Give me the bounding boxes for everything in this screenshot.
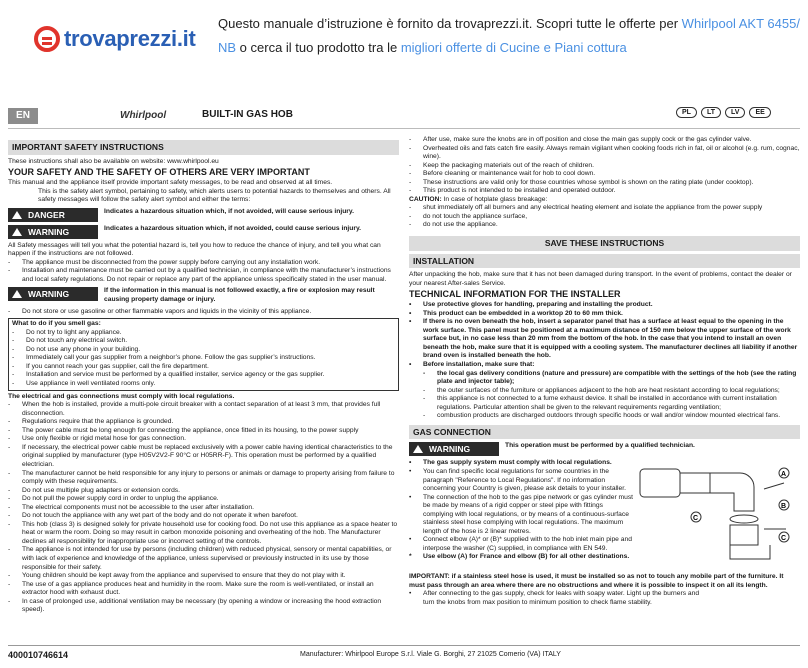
intro-text: These instructions shall also be available on website: www.whirlpool.eu xyxy=(8,157,219,165)
warning-text: Indicates a hazardous situation which, if not avoided, could cause serious injury. xyxy=(104,224,362,232)
document-code: 400010746614 xyxy=(8,650,69,660)
lang-code: LT xyxy=(701,107,721,118)
list-item: • Use protective gloves for handling, preparing and installing the product. xyxy=(409,301,800,310)
list-item: - If you cannot reach your gas supplier, call the fire department. xyxy=(12,363,395,372)
caution-label: CAUTION: xyxy=(409,195,442,203)
elbow-diagram xyxy=(634,459,800,573)
banner-line-1 xyxy=(218,16,800,31)
language-codes xyxy=(676,107,771,118)
paragraph: This manual and the appliance itself provide important safety messages, to be read and observed at all times. xyxy=(8,179,333,187)
paragraph: This is the safety alert symbol, pertaining to safety, which alerts users to potential hazards to themselves and others. All safety messages will follow the safety alert symbol and either the terms: xyxy=(38,187,391,204)
paragraph: After unpacking the hob, make sure that it has not been damaged during transport. In the event of problems, contact the dealer or your nearest After-sales Service. xyxy=(409,271,792,287)
list-item: - Do not try to light any appliance. xyxy=(12,329,395,338)
list-item: - Use only flexible or rigid metal hose for gas connection. xyxy=(8,435,399,444)
product-link-cont[interactable]: NB xyxy=(218,40,237,55)
header-divider xyxy=(8,128,800,129)
washer-c xyxy=(730,515,758,523)
list-item: - Regulations require that the appliance is grounded. xyxy=(8,418,399,427)
warning-triangle-icon xyxy=(413,445,423,453)
list-item: - If necessary, the electrical power cable must be replaced exclusively with a power cable having identical characteristics to the original supplied by manufacturer (type H05V2V2-F 90°C or H05RR-F). This operation must be performed by a qualified electrician. xyxy=(8,444,399,470)
paragraph: All Safety messages will tell you what the potential hazard is, tell you how to reduce the chance of injury, and tell you what can happen if the instructions are not followed. xyxy=(8,241,381,258)
whirlpool-logo: Whirlpool xyxy=(120,110,167,121)
list-item: - do not touch the appliance surface, xyxy=(409,213,800,222)
list-item: - The appliance is not intended for use by persons (including children) with reduced physical, sensory or mental capabilities, or with lack of experience and knowledge of the appliance, unless supervised or previously instructed in its use by those responsible for their safety. xyxy=(8,546,399,572)
fig-label: A xyxy=(781,471,787,479)
warning-text: If the information in this manual is not followed exactly, a fire or explosion may result causing property damage or injury. xyxy=(104,287,375,304)
gas-text xyxy=(409,459,634,573)
list-item: - Immediately call your gas supplier from a neighbor’s phone. Follow the gas supplier’s instructions. xyxy=(12,354,395,363)
list-item: - Before cleaning or maintenance wait for hob to cool down. xyxy=(409,170,800,179)
warning-triangle-icon xyxy=(12,228,22,236)
save-instructions-bar: SAVE THESE INSTRUCTIONS xyxy=(409,236,800,251)
warning-label: WARNING xyxy=(409,442,499,456)
gas-warning-alert xyxy=(409,442,800,456)
warning-label: WARNING xyxy=(8,225,98,239)
elbow-a-thread xyxy=(680,473,710,493)
list-item: - Do not touch any electrical switch. xyxy=(12,337,395,346)
list-item: - The appliance must be disconnected from the power supply before carrying out any installation work. xyxy=(8,259,399,268)
sub-item: - this appliance is not connected to a fume exhaust device. It shall be installed in accordance with current installation regulations. Particular attention shall be given to the relevant requirements regarding ventilation; xyxy=(423,395,800,412)
warning-text: This operation must be performed by a qualified technician. xyxy=(505,442,695,450)
list-item: - In case of prolonged use, additional ventilation may be necessary (by opening a window or increasing the hood extraction speed). xyxy=(8,598,399,615)
trovaprezzi-logo[interactable] xyxy=(34,26,196,52)
caution-line xyxy=(409,196,800,205)
list-item: - When the hob is installed, provide a multi-pole circuit breaker with a contact separation of at least 3 mm, that provides full disconnection. xyxy=(8,401,399,418)
list-item: - The manufacturer cannot be held responsible for any injury to persons or animals or damage to property arising from failure to comply with these requirements. xyxy=(8,470,399,487)
list-item: - The electrical components must not be accessible to the user after installation. xyxy=(8,504,399,513)
warning-label: WARNING xyxy=(8,287,98,301)
installation-bar: INSTALLATION xyxy=(409,254,800,269)
list-item: - This product is not intended to be installed and operated outdoor. xyxy=(409,187,800,196)
right-column xyxy=(409,136,800,607)
elbow-a-bend xyxy=(710,473,754,511)
list-item: - do not use the appliance. xyxy=(409,221,800,230)
smell-gas-box xyxy=(8,318,399,390)
list-item: - Installation and maintenance must be carried out by a qualified technician, in compliance with the manufacturer’s instructions and local safety regulations. Do not repair or replace any part of the appliance unless specifically stated in the user manual. xyxy=(8,267,399,284)
warning-alert-2 xyxy=(8,287,399,304)
banner-text-a: Questo manuale d’istruzione è fornito da trovaprezzi.it. Scopri tutte le offerte per xyxy=(218,16,682,31)
lang-code: PL xyxy=(676,107,697,118)
warning-triangle-icon xyxy=(12,211,22,219)
banner-text-b: o cerca il tuo prodotto tra le xyxy=(236,40,401,55)
list-item: • Connect elbow (A)* or (B)* supplied with to the hob inlet main pipe and interpose the washer (C) supplied, in compliance with EN 549. xyxy=(409,536,634,553)
caution-text: In case of hotplate glass breakage: xyxy=(441,195,548,203)
list-item: • If there is no oven beneath the hob, insert a separator panel that has a surface at least equal to the opening in the work surface. This panel must be positioned at a maximum distance of 150 mm below the upper surface of the work surface but, in no case less than 20 mm from the bottom of the hob. In the case that you intend to install an oven beneath the hob, make sure that it is equipped with a cooling system. The manufacturer declines all liability if another brand oven is installed beneath the hob. xyxy=(409,318,800,361)
list-item: • The connection of the hob to the gas pipe network or gas cylinder must be made by means of a rigid copper or steel pipe with fittings complying with local regulations, or by means of a continuous-surface stainless steel hose complying with local regulations. The maximum length of the hose is 2 linear metres. xyxy=(409,494,634,537)
list-item: - This hob (class 3) is designed solely for private household use for cooking food. Do not use this appliance as a space heater to heat or warm the room. Doing so may result in carbon monoxide poisoning and overheating of the hob. The Manufacturer declines all responsibility for inappropriate use or incorrect setting of the controls. xyxy=(8,521,399,547)
list-item: - Do not use any phone in your building. xyxy=(12,346,395,355)
list-item: • You can find specific local regulations for some countries in the paragraph "Reference to Local Regulations". If no information concerning your Country is given, please ask details to your installer. xyxy=(409,468,634,494)
list-item: - The power cable must be long enough for connecting the appliance, once fitted in its housing, to the power supply xyxy=(8,427,399,436)
logo-text: trovaprezzi.it xyxy=(64,26,196,51)
list-item: - Do not touch the appliance with any wet part of the body and do not operate it when barefoot. xyxy=(8,512,399,521)
list-item: • Before installation, make sure that: xyxy=(409,361,800,370)
tech-heading: TECHNICAL INFORMATION FOR THE INSTALLER xyxy=(409,289,621,300)
list-item: • After connecting to the gas supply, check for leaks with soapy water. Light up the burners and turn the knobs from max position to minimum position to check flame stability. xyxy=(409,590,709,607)
manufacturer-info: Manufacturer: Whirlpool Europe S.r.l. Viale G. Borghi, 27 21025 Comerio (VA) ITALY xyxy=(300,651,561,658)
footer-divider xyxy=(8,645,800,646)
elbow-b-bend xyxy=(730,545,770,559)
fig-label: C xyxy=(693,515,699,523)
list-item: - Do not pull the power supply cord in order to unplug the appliance. xyxy=(8,495,399,504)
lang-code: EE xyxy=(749,107,770,118)
euro-icon xyxy=(34,26,60,52)
document-title: BUILT-IN GAS HOB xyxy=(202,109,293,120)
gas-connection-bar: GAS CONNECTION xyxy=(409,425,800,440)
elbow-b-body xyxy=(730,525,758,545)
product-link[interactable]: Whirlpool AKT 6455/ xyxy=(681,16,800,31)
list-item: - Use appliance in well ventilated rooms only. xyxy=(12,380,395,389)
elbow-diagram-svg xyxy=(634,459,800,569)
top-banner xyxy=(0,0,808,98)
banner-line-2 xyxy=(218,40,627,55)
danger-label: DANGER xyxy=(8,208,98,222)
warning-alert xyxy=(8,225,399,239)
warning-triangle-icon xyxy=(12,290,22,298)
gas-section xyxy=(409,459,800,573)
list-item: - Do not store or use gasoline or other flammable vapors and liquids in the vicinity of this appliance. xyxy=(8,308,399,317)
list-item: - The use of a gas appliance produces heat and humidity in the room. Make sure the room is well-ventilated, or install an extractor hood with exhaust duct. xyxy=(8,581,399,598)
fig-label: C xyxy=(781,535,787,543)
elbow-a-pipe xyxy=(640,469,680,497)
important-note: IMPORTANT: if a stainless steel hose is used, it must be installed so as not to touch any mobile part of the furniture. It must pass through an area where there are no obstructions and where it is possible to inspect it on all its length. xyxy=(409,572,784,589)
list-item: - Overheated oils and fats catch fire easily. Always remain vigilant when cooking foods rich in fat, oil or alcohol (e.g. rum, cognac, wine). xyxy=(409,145,800,162)
list-item: - Do not use multiple plug adapters or extension cords. xyxy=(8,487,399,496)
safety-heading: YOUR SAFETY AND THE SAFETY OF OTHERS ARE VERY IMPORTANT xyxy=(8,167,310,178)
sub-item: - combustion products are discharged outdoors through specific hoods or wall and/or window mounted electrical fans. xyxy=(423,412,800,421)
offers-link[interactable]: migliori offerte di Cucine e Piani cottura xyxy=(400,40,627,55)
fig-label: B xyxy=(781,503,787,511)
danger-text: Indicates a hazardous situation which, if not avoided, will cause serious injury. xyxy=(104,207,354,215)
sub-item: - the outer surfaces of the furniture or appliances adjacent to the hob are heat resistant according to local regulations; xyxy=(423,387,800,396)
list-item: • The gas supply system must comply with local regulations. xyxy=(409,459,634,468)
section-title: IMPORTANT SAFETY INSTRUCTIONS xyxy=(8,140,399,155)
list-item: - Keep the packaging materials out of the reach of children. xyxy=(409,162,800,171)
list-item: - Young children should be kept away from the appliance and supervised to ensure that they do not play with it. xyxy=(8,572,399,581)
list-item: • This product can be embedded in a worktop 20 to 60 mm thick. xyxy=(409,310,800,319)
list-item: - After use, make sure the knobs are in off position and close the main gas supply cock or the gas cylinder valve. xyxy=(409,136,800,145)
list-item: * Use elbow (A) for France and elbow (B) for all other destinations. xyxy=(409,553,634,562)
language-badge: EN xyxy=(8,108,38,124)
danger-alert xyxy=(8,208,399,222)
left-column xyxy=(8,138,399,615)
subheading: The electrical and gas connections must comply with local regulations. xyxy=(8,392,235,400)
list-item: - Installation and service must be performed by a qualified installer, service agency or the gas supplier. xyxy=(12,371,395,380)
list-item: - shut immediately off all burners and any electrical heating element and isolate the appliance from the power supply xyxy=(409,204,800,213)
sub-item: - the local gas delivery conditions (nature and pressure) are compatible with the settings of the hob (see the rating plate and injector table); xyxy=(423,370,800,387)
box-title: What to do if you smell gas: xyxy=(12,320,101,328)
list-item: - These instructions are valid only for those countries whose symbol is shown on the rating plate (under cooktop). xyxy=(409,179,800,188)
lang-code: LV xyxy=(725,107,745,118)
